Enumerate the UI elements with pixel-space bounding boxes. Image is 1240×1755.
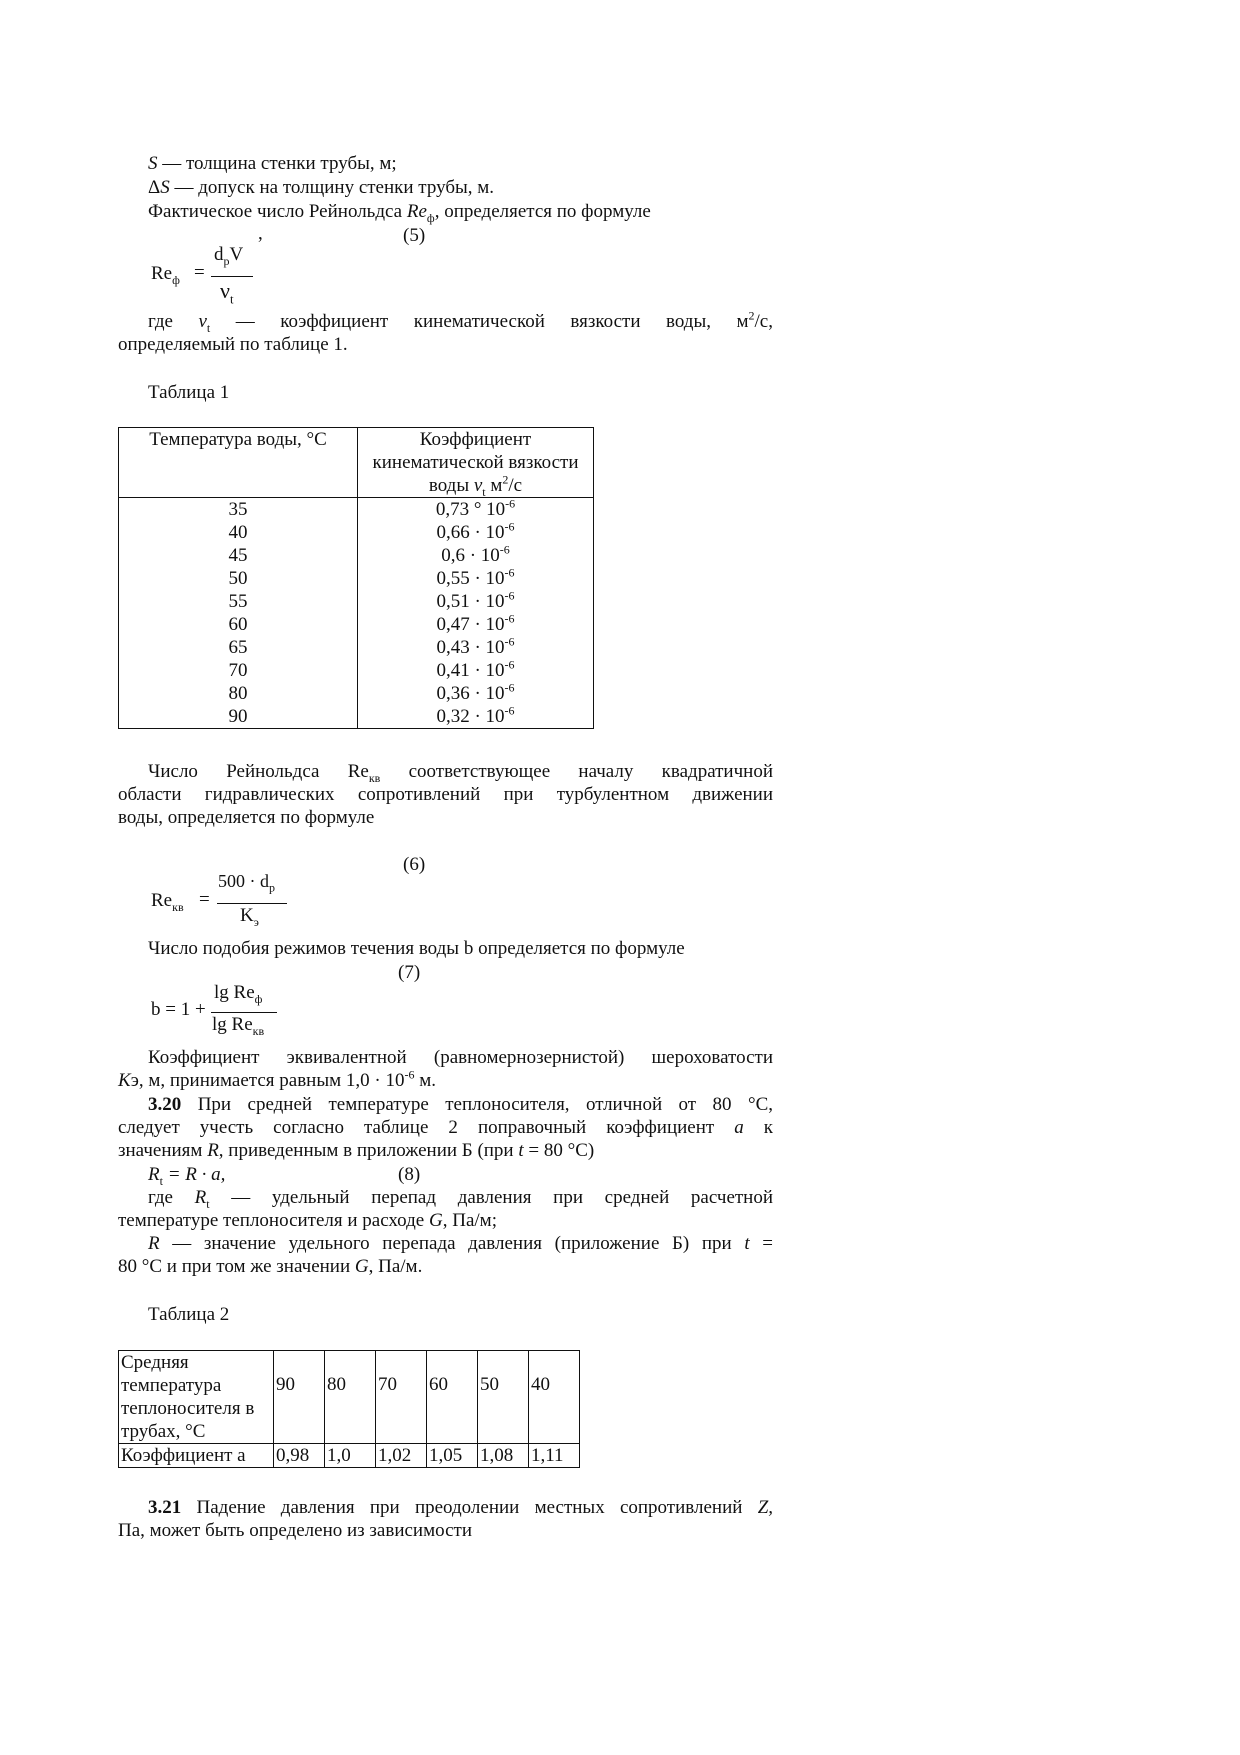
formula7-denominator: $\lg Re_{кв}$ <box>212 1014 265 1038</box>
viscosity-cell: $0,55 \cdot 10^{-6}$ <box>358 567 594 590</box>
eq-number-8: (8) <box>398 1164 421 1185</box>
formula5-numerator: $d_pV$ <box>214 244 244 268</box>
p320-line1: 3.20 При средней температуре теплоносителя, отличной от 80 °С, <box>148 1094 773 1115</box>
temperature-cell: 80 <box>119 682 358 705</box>
temperature-cell: 90 <box>119 705 358 729</box>
viscosity-cell: $0,43 \cdot 10^{-6}$ <box>358 636 594 659</box>
temperature-cell: 55 <box>119 590 358 613</box>
table-row <box>119 1444 580 1468</box>
p321-line2: Па, может быть определено из зависимости <box>118 1520 473 1541</box>
table-cell: 1,05 <box>427 1444 478 1468</box>
table-cell: 90 <box>274 1351 325 1444</box>
row-label-temperature: Средняя температура теплоносителя в трубах, °С <box>119 1351 274 1444</box>
rekv-line2: области гидравлических сопротивлений при турбулентном движении <box>118 784 773 805</box>
ke-line1: Коэффициент эквивалентной (равномернозернистой) шероховатости <box>148 1047 773 1068</box>
table-row <box>119 636 594 659</box>
table-row <box>119 1351 580 1444</box>
where-vt-line2: определяемый по таблице 1. <box>118 334 348 355</box>
table2-caption: Таблица 2 <box>148 1304 230 1325</box>
table-cell: 1,08 <box>478 1444 529 1468</box>
table-row <box>119 659 594 682</box>
table-row <box>119 544 594 567</box>
table-row <box>119 613 594 636</box>
p321-line1: 3.21 Падение давления при преодолении местных сопротивлений Z, <box>148 1497 774 1518</box>
where-vt-line1: где $\nu_t$ — коэффициент кинематической вязкости воды, $м^2/с$, <box>148 308 773 335</box>
viscosity-table <box>118 427 594 729</box>
p320-line3: значениям R, приведенным в приложении Б (при t = 80 °С) <box>118 1140 595 1161</box>
table-row <box>119 521 594 544</box>
viscosity-cell: 0,73 ° $10^{-6}$ <box>358 498 594 522</box>
table-cell: 70 <box>376 1351 427 1444</box>
table-row <box>119 590 594 613</box>
temperature-cell: 65 <box>119 636 358 659</box>
formula6-eq: = <box>199 889 210 910</box>
header-viscosity: Коэффициент кинематической вязкости воды $\nu_t$ $м^2/с$ <box>358 428 594 498</box>
formula5-lhs: $Re_ф$ <box>151 263 180 287</box>
table-cell: 80 <box>325 1351 376 1444</box>
b-intro: Число подобия режимов течения воды b определяется по формуле <box>148 938 685 959</box>
table1-caption: Таблица 1 <box>148 382 230 403</box>
formula5-denominator: $\nu_t$ <box>220 278 234 307</box>
formula7-lhs: b = 1 + <box>151 999 206 1020</box>
formula5-fraction-bar <box>211 276 253 277</box>
table-header-row <box>119 428 594 498</box>
formula8: $R_t = R \cdot a$, <box>148 1164 226 1188</box>
s-definition: S — толщина стенки трубы, м; <box>148 153 397 174</box>
table-cell: 1,11 <box>529 1444 580 1468</box>
table-row <box>119 498 594 522</box>
temperature-cell: 45 <box>119 544 358 567</box>
formula7-fraction-bar <box>211 1012 277 1013</box>
viscosity-cell: $0,36 \cdot 10^{-6}$ <box>358 682 594 705</box>
reynolds-intro: Фактическое число Рейнольдса $Re_ф$, определяется по формуле <box>148 201 651 225</box>
rt-line1: где $R_t$ — удельный перепад давления при средней расчетной <box>148 1187 774 1211</box>
r-line1: R — значение удельного перепада давления (приложение Б) при t = <box>148 1233 774 1254</box>
temperature-cell: 70 <box>119 659 358 682</box>
r-line2: 80 °С и при том же значении G, Па/м. <box>118 1256 423 1277</box>
formula7-numerator: $\lg Re_ф$ <box>214 982 263 1006</box>
formula5-eq: = <box>194 262 205 283</box>
table-cell: 40 <box>529 1351 580 1444</box>
formula6-lhs: $Re_{кв}$ <box>151 890 184 914</box>
viscosity-cell: $0,51 \cdot 10^{-6}$ <box>358 590 594 613</box>
temperature-cell: 35 <box>119 498 358 522</box>
viscosity-cell: $0,32 \cdot 10^{-6}$ <box>358 705 594 729</box>
table-cell: 0,98 <box>274 1444 325 1468</box>
viscosity-cell: $0,66 \cdot 10^{-6}$ <box>358 521 594 544</box>
delta-s-definition: ΔS — допуск на толщину стенки трубы, м. <box>148 177 495 198</box>
ke-line2: Kэ, м, принимается равным $1,0 \cdot 10^{-6}$ м. <box>118 1067 436 1091</box>
header-temperature: Температура воды, °С <box>119 428 358 498</box>
formula6-numerator: $500 \cdot d_р$ <box>218 871 275 895</box>
formula6-fraction-bar <box>217 903 287 904</box>
table-cell: 50 <box>478 1351 529 1444</box>
temperature-cell: 50 <box>119 567 358 590</box>
viscosity-cell: $0,41 \cdot 10^{-6}$ <box>358 659 594 682</box>
rekv-line3: воды, определяется по формуле <box>118 807 375 828</box>
table-cell: 1,0 <box>325 1444 376 1468</box>
viscosity-cell: $0,6 \cdot 10^{-6}$ <box>358 544 594 567</box>
eq-number-5: (5) <box>403 225 426 246</box>
eq-number-6: (6) <box>403 854 426 875</box>
viscosity-cell: $0,47 \cdot 10^{-6}$ <box>358 613 594 636</box>
correction-table <box>118 1350 580 1468</box>
table-row <box>119 705 594 729</box>
rt-line2: температуре теплоносителя и расходе G, Па/м; <box>118 1210 497 1231</box>
table-row <box>119 567 594 590</box>
table-cell: 1,02 <box>376 1444 427 1468</box>
formula5-comma: , <box>258 223 263 244</box>
p320-line2: следует учесть согласно таблице 2 поправочный коэффициент a к <box>118 1117 773 1138</box>
table-row <box>119 682 594 705</box>
formula6-denominator: $K_э$ <box>240 905 259 929</box>
table-cell: 60 <box>427 1351 478 1444</box>
temperature-cell: 40 <box>119 521 358 544</box>
eq-number-7: (7) <box>398 962 421 983</box>
temperature-cell: 60 <box>119 613 358 636</box>
row-label-coefficient: Коэффициент а <box>119 1444 274 1468</box>
rekv-line1: Число Рейнольдса $Re_{кв}$ соответствующее началу квадратичной <box>148 761 773 785</box>
